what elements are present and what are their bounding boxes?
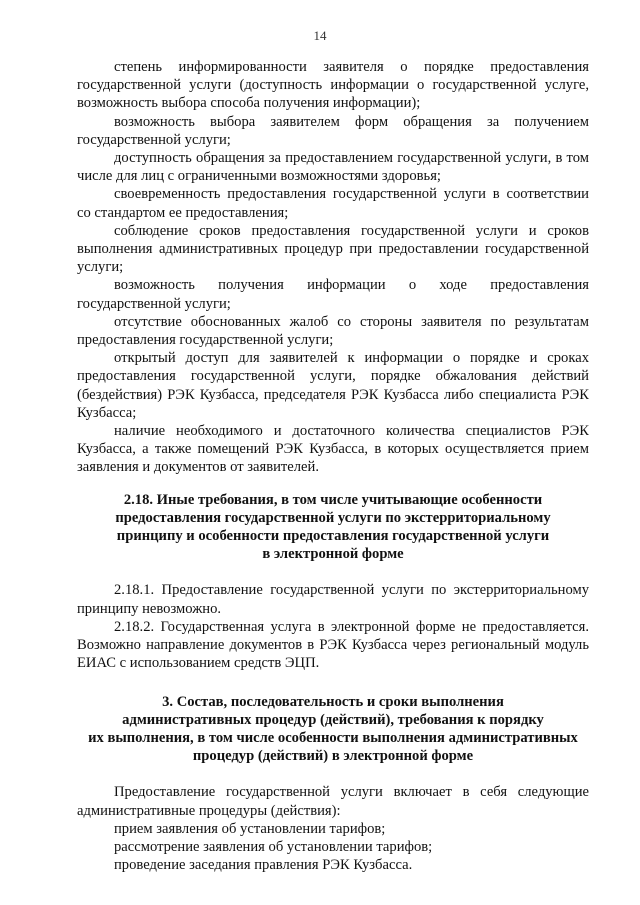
heading-line: 3. Состав, последовательность и сроки выполнения	[162, 693, 504, 710]
criteria-item: наличие необходимого и достаточного количества специалистов РЭК Кузбасса, а также помещений РЭК Кузбасса, в которых осуществляется прием заявления и документов от заявителей.	[77, 423, 589, 476]
paragraph: 2.18.2. Государственная услуга в электронной форме не предоставляется. Возможно направление документов в РЭК Кузбасса через региональный модуль ЕИАС с использованием средств ЭЦП.	[77, 618, 589, 672]
criteria-list	[77, 58, 589, 477]
criteria-item: возможность выбора заявителем форм обращения за получением государственной услуги;	[77, 113, 589, 148]
procedure-item: проведение заседания правления РЭК Кузбасса.	[114, 857, 413, 874]
heading-line: их выполнения, в том числе особенности выполнения административных	[88, 729, 578, 746]
heading-line: административных процедур (действий), требования к порядку	[122, 711, 544, 728]
criteria-item: возможность получения информации о ходе предоставления государственной услуги;	[77, 277, 589, 312]
page-content	[77, 58, 589, 874]
section-2-18-body	[77, 581, 589, 672]
paragraph: Предоставление государственной услуги включает в себя следующие административные процедуры (действия):	[77, 784, 589, 819]
heading-line: процедур (действий) в электронной форме	[192, 748, 474, 765]
heading-line: 2.18. Иные требования, в том числе учитывающие особенности	[123, 491, 543, 508]
criteria-item: своевременность предоставления государственной услуги в соответствии со стандартом ее предоставления;	[77, 186, 589, 221]
criteria-item: степень информированности заявителя о порядке предоставления государственной услуги (доступность информации о государственной услуге, возможность выбора способа получения информации);	[77, 59, 589, 112]
criteria-item: соблюдение сроков предоставления государственной услуги и сроков выполнения административных процедур при предоставлении государственной услуги;	[77, 222, 589, 276]
criteria-item: доступность обращения за предоставлением государственной услуги, в том числе для лиц с ограниченными возможностями здоровья;	[77, 150, 589, 185]
criteria-item: открытый доступ для заявителей к информации о порядке и сроках предоставления государственной услуги, порядке обжалования действий (бездействия) РЭК Кузбасса, председателя РЭК Кузбасса либо специалиста РЭК Кузбасса;	[77, 350, 589, 421]
procedure-item: прием заявления об установлении тарифов;	[114, 820, 386, 837]
section-2-18-heading	[77, 491, 589, 564]
heading-line: предоставления государственной услуги по экстерриториальному	[115, 509, 551, 526]
criteria-item: отсутствие обоснованных жалоб со стороны заявителя по результатам предоставления государственной услуги;	[77, 313, 589, 349]
section-3-body	[77, 783, 589, 874]
paragraph: 2.18.1. Предоставление государственной услуги по экстерриториальному принципу невозможно.	[77, 582, 589, 617]
heading-line: принципу и особенности предоставления государственной услуги	[116, 528, 550, 545]
page-number: 14	[313, 28, 327, 43]
procedure-item: рассмотрение заявления об установлении тарифов;	[114, 838, 433, 855]
section-3-heading	[77, 693, 589, 766]
heading-line: в электронной форме	[262, 546, 404, 563]
